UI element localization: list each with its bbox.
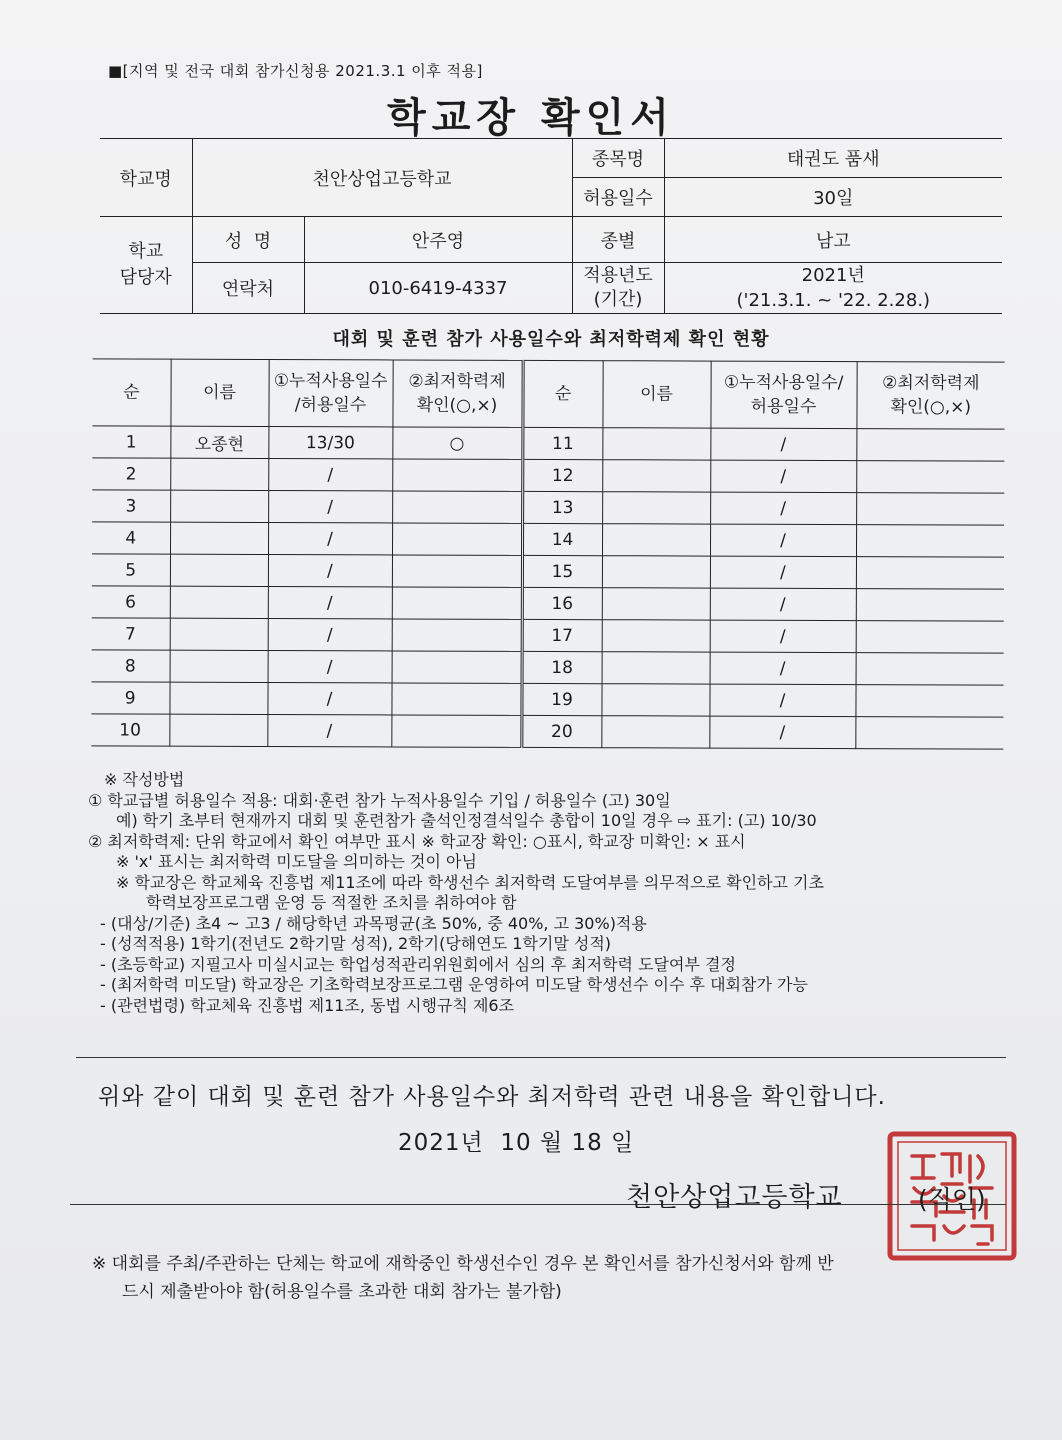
header-note: ■[지역 및 전국 대회 참가신청용 2021.3.1 이후 적용]: [108, 62, 483, 80]
notes-line-11: - (관련법령) 학교체육 진흥법 제11조, 동법 시행규칙 제6조: [100, 995, 515, 1015]
row-no: 17: [522, 619, 602, 651]
table-row: [92, 650, 1004, 685]
row-name: [170, 554, 268, 586]
table-row: [91, 682, 1003, 717]
row-no: 20: [521, 715, 601, 747]
row-check: [392, 459, 522, 491]
header-days-left-line1: ①누적사용일수: [273, 371, 388, 392]
row-check: [856, 621, 1004, 654]
notes-line-2: 예) 학기 초부터 현재까지 대회 및 훈련참가 출석인정결석일수 총합이 10일 경우 ⇨ 표기: (고) 10/30: [116, 811, 817, 830]
school-label: 학교명: [100, 139, 192, 217]
header-no-left: 순: [92, 359, 170, 426]
row-check: [392, 523, 522, 555]
row-name: 오종현: [170, 426, 268, 458]
row-no: 18: [522, 651, 602, 683]
header-days-right: [710, 361, 856, 429]
header-check-right: [856, 362, 1004, 430]
row-name: [169, 682, 267, 714]
row-no: 15: [522, 555, 602, 587]
row-check: [392, 651, 522, 683]
row-no: 2: [92, 458, 170, 490]
manager-label-line1: 학교: [128, 241, 164, 262]
row-name: [602, 524, 710, 556]
manager-label-line2: 담당자: [119, 267, 172, 288]
row-name: [602, 460, 710, 492]
school-name: 천안상업고등학교: [192, 139, 572, 217]
row-no: 10: [91, 714, 169, 746]
header-check-left-line2: 확인(○,×): [416, 395, 498, 416]
table-row: [92, 554, 1004, 589]
year-label: [572, 263, 664, 314]
header-check-left-line1: ②최저학력제: [408, 371, 506, 392]
footer-line-2: 드시 제출받아야 함(허용일수를 초과한 대회 참가는 불가함): [122, 1282, 562, 1302]
year-value-line: 2021년: [801, 265, 865, 286]
row-check: [391, 683, 521, 715]
row-days: /: [268, 587, 392, 619]
seal-label: (직인): [918, 1185, 986, 1214]
row-no: 19: [521, 683, 601, 715]
row-check: ○: [392, 427, 522, 459]
allowed-days-label: 허용일수: [572, 178, 664, 217]
instructions: [88, 770, 1008, 1016]
section-title: 대회 및 훈련 참가 사용일수와 최저학력제 확인 현황: [332, 329, 770, 350]
notes-line-9: - (초등학교) 지필고사 미실시교는 학업성적관리위원회에서 심의 후 최저학력 도달여부 결정: [100, 954, 736, 974]
row-no: 13: [522, 491, 602, 523]
row-no: 3: [92, 490, 170, 522]
row-days: /: [710, 620, 856, 653]
status-body: [91, 426, 1004, 749]
school-signature: 천안상업고등학교: [626, 1182, 843, 1213]
notes-line-8: - (성적적용) 1학기(전년도 2학기말 성적), 2학기(당해연도 1학기말 성적): [100, 934, 612, 953]
row-name: [602, 620, 710, 652]
row-days: /: [710, 652, 856, 685]
row-name: [170, 618, 268, 650]
notes-line-6: 학력보장프로그램 운영 등 적절한 조치를 취하여야 함: [146, 893, 517, 912]
row-days: /: [268, 459, 392, 491]
notes-line-4: ※ 'x' 표시는 최저학력 미도달을 의미하는 것이 아님: [116, 852, 477, 871]
event-value: 태권도 품새: [664, 139, 1002, 178]
notes-line-10: - (최저학력 미도달) 학교장은 기초학력보장프로그램 운영하여 미도달 학생선수 이수 후 대회참가 가능: [100, 975, 808, 994]
row-check: [392, 619, 522, 651]
notes-heading: ※ 작성방법: [104, 770, 185, 789]
row-check: [856, 493, 1004, 526]
row-no: 12: [522, 459, 602, 491]
divider-line: [76, 1057, 1006, 1058]
row-name: [170, 522, 268, 554]
row-no: 7: [92, 618, 170, 650]
contact-value: 010-6419-4337: [304, 263, 572, 314]
notes-line-3: ② 최저학력제: 단위 학교에서 확인 여부만 표시 ※ 학교장 확인: ○표시, 학교장 미확인: × 표시: [88, 831, 746, 851]
row-check: [392, 587, 522, 619]
row-no: 14: [522, 523, 602, 555]
row-days: /: [268, 651, 392, 683]
header-days-right-line2: 허용일수: [750, 396, 817, 417]
row-check: [392, 555, 522, 587]
table-row: [92, 458, 1004, 493]
row-no: 5: [92, 554, 170, 586]
row-name: [170, 458, 268, 490]
signature-line: [70, 1204, 1006, 1205]
row-days: /: [267, 715, 391, 747]
name-label: 성 명: [192, 217, 304, 263]
header-days-left: [268, 360, 392, 427]
row-no: 6: [92, 586, 170, 618]
row-days: /: [268, 491, 392, 523]
row-days: /: [710, 524, 856, 557]
header-check-right-line2: 확인(○,×): [890, 397, 972, 418]
row-no: 11: [522, 427, 602, 459]
header-name-right: 이름: [602, 361, 710, 428]
confirmation-statement: 위와 같이 대회 및 훈련 참가 사용일수와 최저학력 관련 내용을 확인합니다.: [98, 1084, 886, 1110]
footer-note: [92, 1250, 834, 1306]
header-no-right: 순: [522, 360, 602, 427]
row-check: [856, 653, 1004, 686]
table-row: [92, 522, 1004, 557]
row-check: [856, 461, 1004, 494]
row-days: /: [710, 588, 856, 621]
row-name: [601, 684, 709, 716]
row-no: 9: [91, 682, 169, 714]
row-days: /: [710, 556, 856, 589]
table-row: [91, 714, 1003, 749]
header-days-left-line2: /허용일수: [294, 395, 367, 416]
contact-label: 연락처: [192, 263, 304, 314]
row-name: [602, 652, 710, 684]
name-value: 안주영: [304, 217, 572, 263]
row-name: [602, 428, 710, 460]
footer-line-1: ※ 대회를 주최/주관하는 단체는 학교에 재학중인 학생선수인 경우 본 확인서를 참가신청서와 함께 반: [92, 1254, 834, 1274]
row-name: [602, 492, 710, 524]
period-value-line: ('21.3.1. ~ '22. 2.28.): [736, 290, 931, 311]
row-check: [856, 589, 1004, 622]
status-header-row: [92, 359, 1004, 429]
notes-line-7: - (대상/기준) 초4 ~ 고3 / 해당학년 과목평균(초 50%, 중 40%, 고 30%)적용: [100, 913, 647, 933]
row-no: 16: [522, 587, 602, 619]
category-value: 남고: [664, 217, 1002, 263]
row-no: 1: [92, 426, 170, 458]
row-check: [855, 685, 1003, 718]
row-name: [170, 586, 268, 618]
category-label: 종별: [572, 217, 664, 263]
table-row: [92, 426, 1004, 461]
header-check-right-line1: ②최저학력제: [882, 373, 980, 394]
row-days: /: [710, 492, 856, 525]
manager-label: [100, 217, 192, 314]
year-label-line2: (기간): [593, 289, 643, 310]
status-table: [91, 358, 1004, 749]
row-check: [856, 557, 1004, 590]
row-days: /: [268, 619, 392, 651]
notes-line-5: ※ 학교장은 학교체육 진흥법 제11조에 따라 학생선수 최저학력 도달여부를 의무적으로 확인하고 기초: [116, 872, 824, 892]
header-check-left: [392, 360, 522, 427]
notes-line-1: ① 학교급별 허용일수 적용: 대회·훈련 참가 누적사용일수 기입 / 허용일수 (고) 30일: [88, 790, 671, 810]
row-days: /: [709, 684, 855, 717]
row-no: 4: [92, 522, 170, 554]
row-check: [856, 429, 1004, 462]
row-days: /: [710, 428, 856, 461]
row-check: [855, 717, 1003, 750]
table-row: [92, 618, 1004, 653]
row-days: /: [268, 523, 392, 555]
row-no: 8: [92, 650, 170, 682]
row-days: /: [710, 460, 856, 493]
issue-date: 2021년 10 월 18 일: [398, 1130, 635, 1156]
event-label: 종목명: [572, 139, 664, 178]
row-name: [170, 650, 268, 682]
row-name: [170, 490, 268, 522]
row-name: [602, 556, 710, 588]
year-value: [664, 263, 1002, 314]
document-title: 학교장 확인서: [387, 95, 675, 141]
table-row: [92, 490, 1004, 525]
row-days: /: [709, 716, 855, 749]
year-label-line1: 적용년도: [583, 265, 653, 286]
row-days: /: [267, 683, 391, 715]
row-days: /: [268, 555, 392, 587]
row-name: [601, 716, 709, 748]
row-check: [856, 525, 1004, 558]
table-row: [92, 586, 1004, 621]
info-table: [100, 138, 1002, 314]
allowed-days-value: 30일: [664, 178, 1002, 217]
row-days: 13/30: [268, 427, 392, 459]
row-check: [392, 491, 522, 523]
header-days-right-line1: ①누적사용일수/: [723, 372, 844, 394]
row-name: [602, 588, 710, 620]
header-name-left: 이름: [170, 359, 268, 426]
row-name: [169, 714, 267, 746]
row-check: [391, 715, 521, 747]
